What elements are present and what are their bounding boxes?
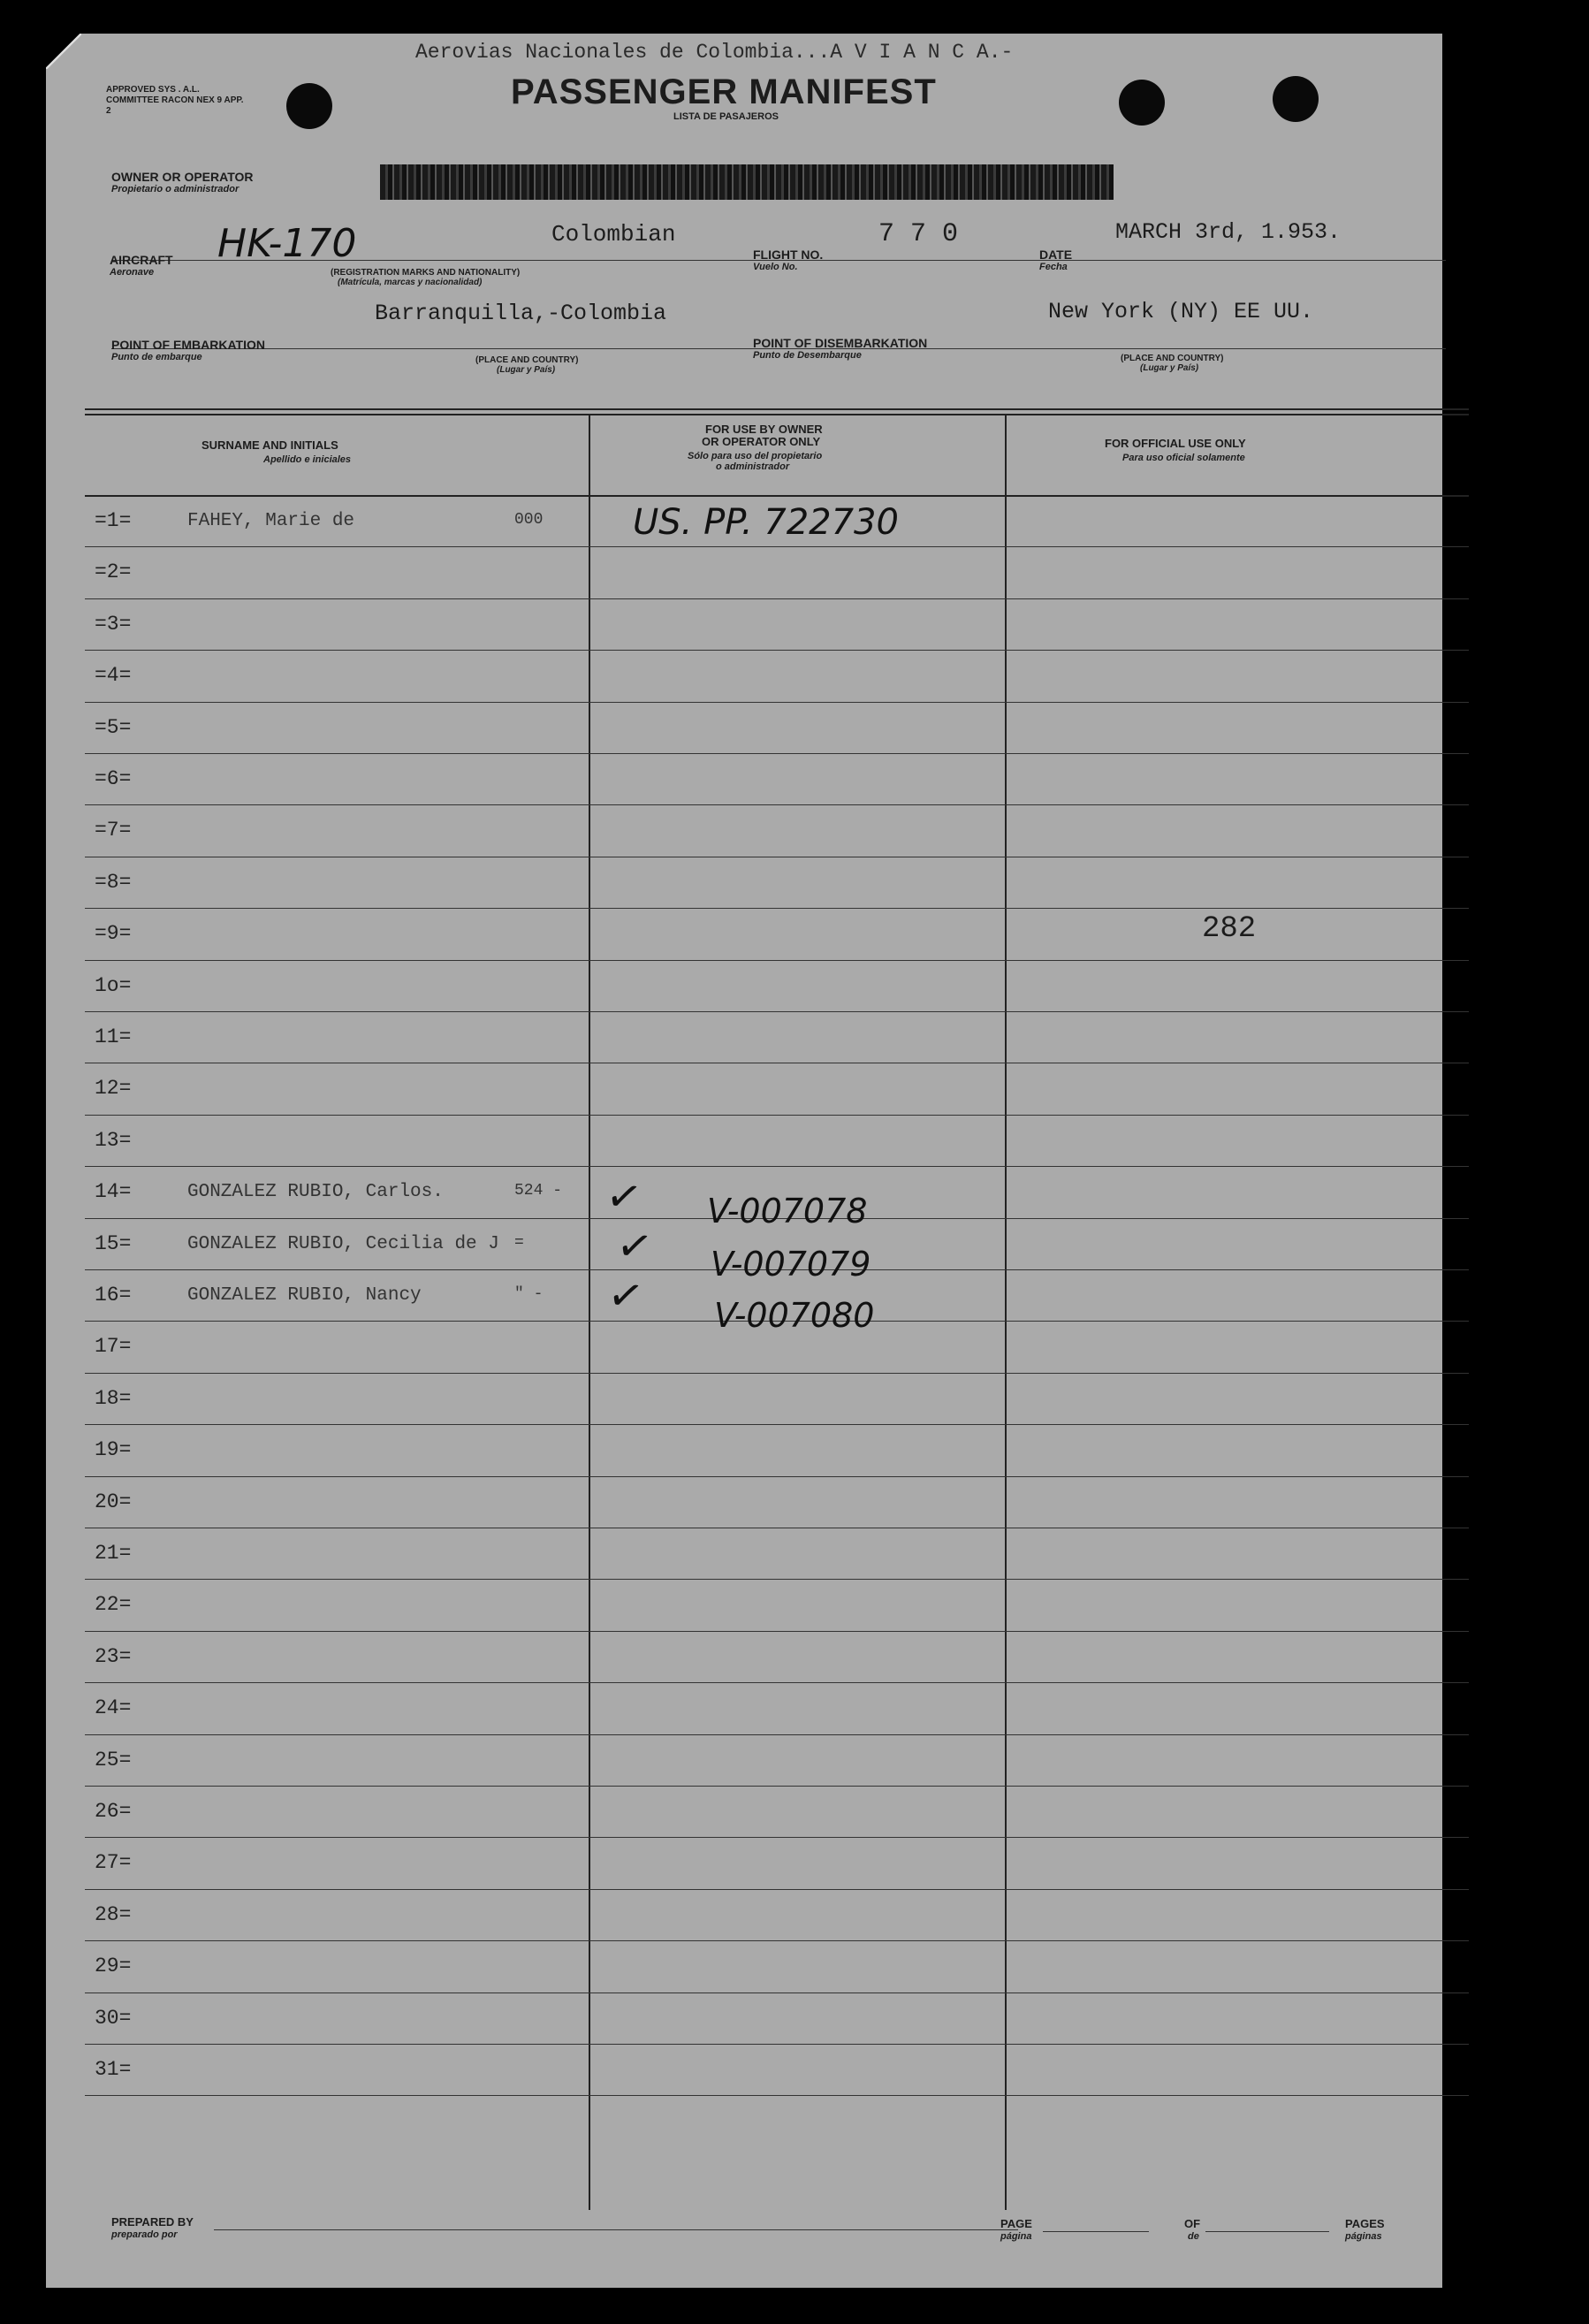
row-rule: [85, 1786, 1469, 1787]
row-rule: [85, 650, 1469, 651]
row-rule: [85, 804, 1469, 805]
pages-label-es: páginas: [1345, 2231, 1382, 2242]
folded-corner: [46, 34, 81, 69]
row-rule: [85, 1682, 1469, 1683]
prepared-by-label: PREPARED BY: [111, 2215, 194, 2229]
row-number: =3=: [95, 612, 132, 636]
row-number: 31=: [95, 2058, 132, 2081]
row-number: 14=: [95, 1180, 132, 1204]
page-label: PAGE: [1000, 2217, 1032, 2230]
pages-label: PAGES: [1345, 2217, 1385, 2230]
row-number: 17=: [95, 1335, 132, 1359]
table-row: [46, 1942, 1460, 1993]
table-top-rule-1: [85, 408, 1469, 410]
row-number: 22=: [95, 1593, 132, 1617]
prepared-by-label-es: preparado por: [111, 2229, 178, 2240]
row-1-document: US. PP. 722730: [633, 502, 899, 543]
row-rule: [85, 2044, 1469, 2045]
table-row: [46, 651, 1460, 703]
row-rule: [85, 1373, 1469, 1374]
aircraft-value: HK-170: [217, 221, 357, 266]
punch-hole-left: [286, 83, 332, 129]
table-row: [46, 1375, 1460, 1426]
row-number: 26=: [95, 1800, 132, 1823]
row-rule: [85, 1734, 1469, 1735]
row-number: 25=: [95, 1748, 132, 1772]
row-rule: [85, 1424, 1469, 1425]
row-9-official-number: 282: [1202, 912, 1257, 946]
embark-label-es: Punto de embarque: [111, 352, 202, 362]
manifest-sheet: [46, 34, 1442, 2288]
nationality-value: Colombian: [551, 221, 676, 248]
row-rule: [85, 702, 1469, 703]
table-row: [46, 1994, 1460, 2046]
row-rule: [85, 1115, 1469, 1116]
passenger-note: " -: [514, 1285, 544, 1303]
flight-label-es: Vuelo No.: [753, 262, 798, 272]
row-rule: [85, 1011, 1469, 1012]
col-header-owner-es-2: o administrador: [716, 461, 790, 472]
checkmark-icon: ✓: [604, 1269, 648, 1323]
table-row: [46, 1426, 1460, 1477]
row-rule: [85, 1837, 1469, 1838]
date-label-es: Fecha: [1039, 262, 1068, 272]
row-number: 19=: [95, 1438, 132, 1462]
row-number: 28=: [95, 1902, 132, 1926]
row-rule: [85, 960, 1469, 961]
embark-place-caption: (PLACE AND COUNTRY): [475, 355, 579, 365]
embark-value: Barranquilla,-Colombia: [375, 301, 667, 326]
row-number: 29=: [95, 1954, 132, 1978]
disembark-value: New York (NY) EE UU.: [1048, 299, 1314, 324]
row-number: 18=: [95, 1386, 132, 1410]
checkmark-icon: ✓: [612, 1220, 657, 1274]
row-rule: [85, 546, 1469, 547]
flight-label: FLIGHT NO.: [753, 248, 824, 262]
passenger-name: FAHEY, Marie de: [187, 511, 355, 531]
date-value: MARCH 3rd, 1.953.: [1115, 219, 1342, 245]
table-row: [46, 1787, 1460, 1839]
of-label-es: de: [1188, 2231, 1199, 2242]
row-rule: [85, 1631, 1469, 1632]
table-row: [46, 1581, 1460, 1632]
table-row: [46, 548, 1460, 599]
table-row: [46, 2046, 1460, 2097]
page-subtitle: LISTA DE PASAJEROS: [673, 111, 779, 122]
table-row: [46, 962, 1460, 1013]
row-number: =9=: [95, 922, 132, 946]
disembark-place-caption-es: (Lugar y País): [1140, 363, 1199, 373]
date-label: DATE: [1039, 248, 1073, 262]
table-row: [46, 1684, 1460, 1735]
row-rule: [85, 753, 1469, 754]
col-header-owner-2: OR OPERATOR ONLY: [702, 435, 821, 448]
table-row: [46, 600, 1460, 651]
col-header-owner-es-1: Sólo para uso del propietario: [688, 451, 823, 461]
row-rule: [85, 1579, 1469, 1580]
table-row: [46, 755, 1460, 806]
row-rule: [85, 2095, 1469, 2096]
passenger-note: =: [514, 1233, 524, 1252]
row-number: =8=: [95, 870, 132, 894]
table-row: [46, 1633, 1460, 1684]
row-rule: [85, 1940, 1469, 1941]
flight-value: 7 7 0: [878, 219, 959, 249]
approval-stamp: APPROVED SYS . A.L. COMMITTEE RACON NEX 9 APP. 2: [106, 85, 244, 116]
row-rule: [85, 908, 1469, 909]
table-row: [46, 806, 1460, 857]
table-row: [46, 1891, 1460, 1942]
row-15-document: V-007079: [711, 1245, 871, 1284]
page-label-es: página: [1000, 2231, 1032, 2242]
row-14-document: V-007078: [707, 1192, 868, 1231]
table-row: [46, 1013, 1460, 1064]
row-number: 27=: [95, 1851, 132, 1875]
row-number: =2=: [95, 560, 132, 584]
passenger-note: 000: [514, 511, 544, 529]
table-row: [46, 1116, 1460, 1168]
row-rule: [85, 598, 1469, 599]
col-header-surname-es: Apellido e iniciales: [263, 454, 352, 465]
table-row: [46, 1478, 1460, 1529]
disembark-place-caption: (PLACE AND COUNTRY): [1121, 354, 1224, 363]
passenger-note: 524 -: [514, 1182, 563, 1200]
redacted-owner: [380, 164, 1114, 200]
registration-caption-es: (Matrícula, marcas y nacionalidad): [338, 278, 483, 287]
table-top-rule-2: [85, 414, 1469, 415]
row-number: =7=: [95, 819, 132, 842]
row-number: =6=: [95, 767, 132, 790]
passenger-name: GONZALEZ RUBIO, Nancy: [187, 1285, 422, 1306]
punch-hole-middle: [1119, 80, 1165, 126]
disembark-label: POINT OF DISEMBARKATION: [753, 336, 928, 350]
table-row: [46, 1839, 1460, 1890]
row-number: 12=: [95, 1077, 132, 1101]
col-header-official-es: Para uso oficial solamente: [1122, 453, 1245, 463]
owner-label-es: Propietario o administrador: [111, 184, 239, 194]
airline-line: Aerovias Nacionales de Colombia...A V I A N C A.-: [415, 41, 1014, 64]
table-row: [46, 704, 1460, 755]
col-header-surname: SURNAME AND INITIALS: [201, 438, 338, 452]
col-header-official: FOR OFFICIAL USE ONLY: [1105, 437, 1246, 450]
row-number: 21=: [95, 1542, 132, 1565]
passenger-name: GONZALEZ RUBIO, Cecilia de J: [187, 1233, 499, 1254]
aircraft-label-es: Aeronave: [110, 267, 155, 278]
row-number: =4=: [95, 664, 132, 688]
owner-label: OWNER OR OPERATOR: [111, 170, 254, 184]
table-row: [46, 858, 1460, 910]
prepared-by-line: [214, 2229, 1018, 2230]
row-rule: [85, 1166, 1469, 1167]
col-header-owner-1: FOR USE BY OWNER: [705, 423, 823, 436]
row-number: 30=: [95, 2006, 132, 2030]
page-title: PASSENGER MANIFEST: [511, 72, 937, 111]
row-number: 20=: [95, 1490, 132, 1513]
aircraft-label: AIRCRAFT: [110, 253, 173, 267]
row-number: 24=: [95, 1696, 132, 1720]
row-number: =5=: [95, 715, 132, 739]
disembark-label-es: Punto de Desembarque: [753, 350, 862, 361]
registration-caption: (REGISTRATION MARKS AND NATIONALITY): [331, 268, 521, 278]
of-line: [1205, 2231, 1329, 2232]
row-rule: [85, 1476, 1469, 1477]
row-number: 11=: [95, 1025, 132, 1048]
row-16-document: V-007080: [714, 1296, 875, 1335]
page-line: [1043, 2231, 1149, 2232]
of-label: OF: [1184, 2217, 1201, 2230]
punch-hole-right: [1273, 76, 1319, 122]
embark-label: POINT OF EMBARKATION: [111, 338, 265, 352]
row-number: =1=: [95, 509, 132, 532]
row-number: 16=: [95, 1284, 132, 1307]
row-rule: [85, 1889, 1469, 1890]
row-number: 1o=: [95, 973, 132, 997]
table-row: [46, 1736, 1460, 1787]
embark-place-caption-es: (Lugar y País): [497, 365, 556, 375]
row-number: 23=: [95, 1644, 132, 1668]
passenger-name: GONZALEZ RUBIO, Carlos.: [187, 1182, 444, 1203]
table-row: [46, 1529, 1460, 1581]
table-row: [46, 1064, 1460, 1116]
row-number: 15=: [95, 1231, 132, 1255]
row-number: 13=: [95, 1128, 132, 1152]
checkmark-icon: ✓: [602, 1170, 646, 1224]
